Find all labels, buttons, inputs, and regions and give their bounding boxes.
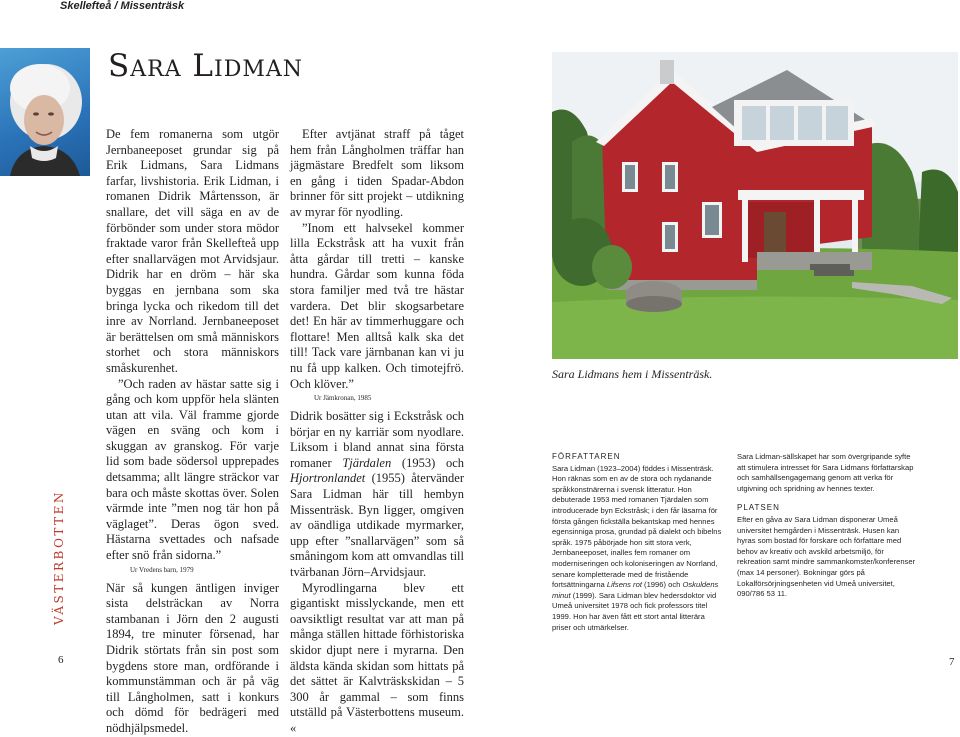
paragraph: ”Inom ett halvsekel kommer lilla Eckstråsk att ha vuxit från åtta gårdar till tretti – kanske hundra. Gårdar som kunna föda stora familjer med två tre hästar vardera. Det blir skogsarbetare det! En här av timmerhuggare och flottare! Men alltså kalk ska det till! Tack vare järnbanan kan vi ju nu få upp kalken. Och timotejfrö. Och klöver.” <box>290 220 464 391</box>
citation: Ur Vredens barn, 1979 <box>130 565 194 574</box>
region-label: VÄSTERBOTTEN <box>52 490 66 625</box>
author-portrait <box>0 48 90 176</box>
page-number-right: 7 <box>949 656 955 668</box>
paragraph: Efter avtjänat straff på tåget hem från Långholmen träffar han jägmästare Bredfelt som liksom en gång i tiden Spadar-Abdon brinner för sitt projekt – utdikning av myrar för nyodling. <box>290 127 464 219</box>
paragraph: Didrik bosätter sig i Eckstråsk och börjar en ny karriär som nyodlare. Liksom i bland annat sina första romaner Tjärdalen (1953) och Hjortronlandet (1955) återvänder Sara Lidman här till hembyn Missenträsk. Byn ligger, omgiven av oändliga utdikade myrmarker, upp efter ”snallarvägen” som så småningom kom att omvandlas till tvärbanan Jörn–Arvidsjaur. <box>290 409 464 580</box>
page-title: Sara Lidman <box>108 48 304 84</box>
fact-text: Sara Lidman (1923–2004) föddes i Missenträsk. Hon räknas som en av de stora och nydanande språkkonstnärerna i svensk litteratur. Hon debuterade 1953 med romanen Tjärdalen som introducerade byn Eckstråsk; i den får läsarna för första gången fickställa bekantskap med hennes egensinniga prosa, grundad på dialekt och bibelns språk. 1975 påbörjade hon sitt stora verk, Jernbaneeposet, inalles fem romaner om moderniseringen och koloniseringen av Norrland, senare kompletterade med de fristående fortsättningarna Lifsens rot (1996) och Oskuldens minut (1999). Sara Lidman blev hedersdoktor vid Umeå universitet 1978 och fick professors titel 1999. Hon har även fått ett stort antal litterära priser och utmärkelser. <box>552 463 722 632</box>
paragraph: ”Och raden av hästar satte sig i gång och kom uppför hela slänten utan att vila. Väl framme gjorde vägen en sväng och kom i skuggan av granskog. För varje lid som bade södersol upprepades detsamma; allt längre sträckor var bara och måste skottas över. Solen värmde inte ”men nog tär hon på väglaget”. Deras ögon sved. Hästarna svettades och nafsade efter snö från sidorna.” <box>106 376 279 563</box>
text-column-2 <box>290 127 464 737</box>
paragraph: De fem romanerna som utgör Jernbaneeposet grundar sig på Erik Lidmans, Sara Lidmans farfar, livshistoria. Erik Lidman, i romanen Didrik Mårtensson, är snallare, det vill säga en av de förbönder som under stora mödor fraktade varor från Skellefteå upp efter snallarvägen mot Arvidsjaur. Didrik har en dröm – här ska byggas en jernbana som ska bringa lycka och rikedom till det inre av Norrland. Jernbaneeposet är berättelsen om små människors storhet och stora människors småskurenhet. <box>106 127 279 375</box>
page-number-left: 6 <box>58 654 64 666</box>
photo-caption: Sara Lidmans hem i Missenträsk. <box>552 367 713 381</box>
fact-heading: PLATSEN <box>737 503 780 513</box>
fact-heading: FÖRFATTAREN <box>552 452 621 461</box>
citation: Ur Jämkronan, 1985 <box>314 394 372 403</box>
fact-text: Sara Lidman-sällskapet har som övergripande syfte att stimulera intresset för Sara Lidmans författarskap och samhällsengagemang genom att verka för utgivning och spridning av hennes texter. <box>737 452 914 493</box>
fact-text: Efter en gåva av Sara Lidman disponerar Umeå universitet hemgården i Missenträsk. Husen kan hyras som bostad för forskare och författare med behov av kreativ och avskild arbetsmiljö, för rekreation samt mindre sammankomster/konferenser (max 14 personer). Bokningar görs på Lokalförsörjningsenheten vid Umeå universitet, 090/786 53 11. <box>737 514 916 599</box>
running-head: Skellefteå / Missenträsk <box>60 0 185 12</box>
house-photo <box>552 52 958 359</box>
fact-box-place <box>737 452 917 600</box>
text-column-1 <box>106 127 279 737</box>
paragraph: När så kungen äntligen inviger sista delsträckan av Norra stambanan i Jörn den 2 augusti 1894, tre minuter försenad, har Didrik störtats från sin post som bygdens store man, ordförande i kommunstämman och är på väg till Långholmen, satt i konkurs och dömd för bedrägeri med nödhjälpsmedel. <box>106 580 279 735</box>
paragraph: Myrodlingarna blev ett gigantiskt misslyckande, men ett oavsiktligt resultat var att man på många ställen hittade förhistoriska skidor djupt nere i myrarna. Den äldsta kända skidan som hittats på det sättet är Kalvträskskidan – 5 300 år gammal – som finns utställd på Västerbottens museum. « <box>290 580 464 735</box>
fact-box-author <box>552 452 724 633</box>
